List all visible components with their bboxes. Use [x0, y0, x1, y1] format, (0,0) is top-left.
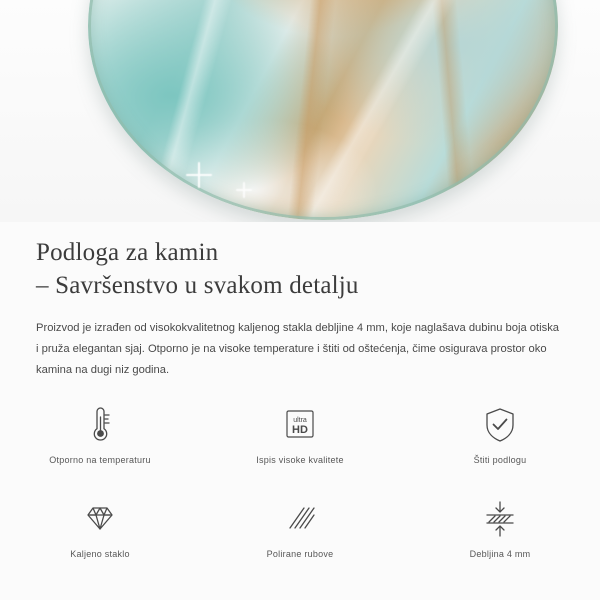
page-title [0, 222, 600, 302]
feature-label: Otporno na temperaturu [49, 455, 151, 465]
hero-image [0, 0, 600, 222]
thickness-icon [480, 498, 520, 540]
product-description-text: Proizvod je izrađen od visokokvalitetnog kaljenog stakla debljine 4 mm, koje naglašava dubinu boja otiska i pruža elegantan sjaj. Otporno je na visoke temperature i štiti od oštećenja, čime osigurava prostor oko kamina na dugi niz godina. [36, 322, 560, 376]
headline-line-1: Podloga za kamin [36, 239, 219, 266]
svg-text:ultra: ultra [293, 417, 307, 424]
svg-text:HD: HD [292, 424, 308, 436]
diamond-icon [80, 498, 120, 540]
feature-item-print-quality [200, 398, 400, 482]
feature-item-polished-edges [200, 492, 400, 576]
shield-check-icon [481, 404, 519, 446]
feature-item-thickness [400, 492, 600, 576]
feature-label: Ispis visoke kvalitete [256, 455, 344, 465]
feature-label: Kaljeno staklo [70, 549, 130, 559]
headline-line-2: – Savršenstvo u svakom detalju [36, 272, 359, 299]
feature-label: Štiti podlogu [473, 455, 527, 465]
feature-item-tempered-glass [0, 492, 200, 576]
feature-label: Polirane rubove [266, 549, 334, 559]
feature-item-protects-surface [400, 398, 600, 482]
round-marble-glass-plate-image [88, 0, 558, 220]
content-block [0, 222, 600, 381]
feature-label: Debljina 4 mm [469, 549, 531, 559]
thermometer-icon [83, 404, 117, 446]
ultra-hd-icon [279, 404, 321, 446]
feature-grid [0, 398, 600, 576]
feature-item-temperature-resistant [0, 398, 200, 482]
polished-edges-icon [280, 498, 320, 540]
